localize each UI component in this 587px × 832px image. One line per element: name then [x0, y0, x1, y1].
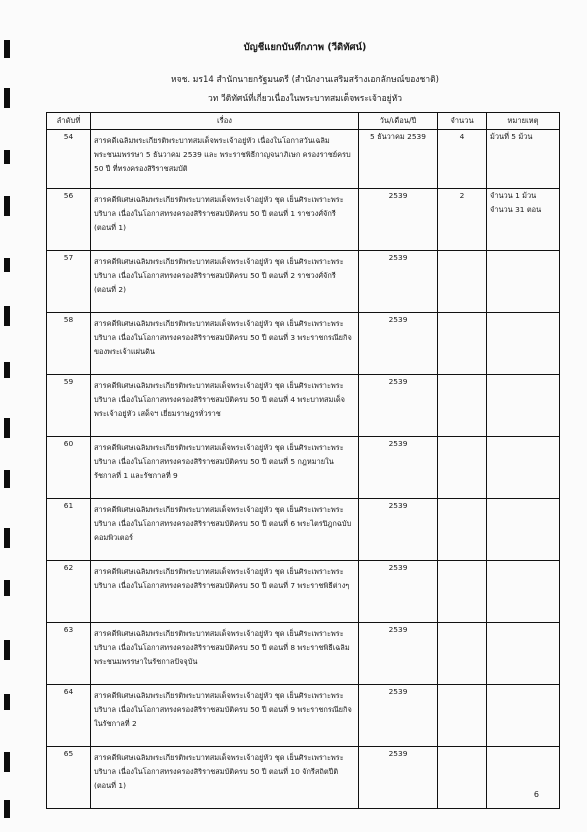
row-no: 65: [47, 747, 91, 809]
row-no: 63: [47, 623, 91, 685]
row-date: 2539: [359, 747, 438, 809]
row-subject: [91, 189, 359, 251]
row-qty: [438, 685, 487, 747]
row-qty: [438, 313, 487, 375]
binder-mark: [4, 528, 10, 548]
table-row: [47, 623, 560, 685]
binder-mark: [4, 306, 10, 326]
row-subject: [91, 130, 359, 189]
row-date: 2539: [359, 251, 438, 313]
row-subject-text: สารคดีพิเศษเฉลิมพระเกียรติพระบาทสมเด็จพระเจ้าอยู่หัว ชุด เย็นศิระเพราะพระบริบาล เนื่องในโอกาสทรงครองสิริราชสมบัติครบ 50 ปี ตอนที่ 9 พระราชกรณียกิจในรัชกาลที่ 2: [94, 691, 352, 729]
header-note: หมายเหตุ: [487, 113, 560, 130]
binder-mark: [4, 640, 10, 660]
row-subject: [91, 499, 359, 561]
table-row: [47, 437, 560, 499]
binder-mark: [4, 362, 10, 378]
row-subject: [91, 685, 359, 747]
row-subject-text: สารคดีเฉลิมพระเกียรติพระบาทสมเด็จพระเจ้าอยู่หัว เนื่องในโอกาสวันเฉลิมพระชนมพรรษา 5 ธันวาคม 2539 และ พระราชพิธีกาญจนาภิเษก ครองราชย์ครบ 50 ปี ที่ทรงครองสิริราชสมบัติ: [94, 136, 351, 174]
document-series: วท วีดิทัศน์ที่เกี่ยวเนื่องในพระบาทสมเด็จพระเจ้าอยู่หัว: [207, 94, 403, 104]
row-no: 56: [47, 189, 91, 251]
header-date: วัน/เดือน/ปี: [359, 113, 438, 130]
binder-mark: [4, 418, 10, 438]
row-subject-text: สารคดีพิเศษเฉลิมพระเกียรติพระบาทสมเด็จพระเจ้าอยู่หัว ชุด เย็นศิระเพราะพระบริบาล เนื่องในโอกาสทรงครองสิริราชสมบัติครบ 50 ปี ตอนที่ 8 พระราชพิธีเฉลิมพระชนมพรรษาในรัชกาลปัจจุบัน: [94, 629, 350, 667]
binder-mark: [4, 258, 10, 272]
row-subject-text: สารคดีพิเศษเฉลิมพระเกียรติพระบาทสมเด็จพระเจ้าอยู่หัว ชุด เย็นศิระเพราะพระบริบาล เนื่องในโอกาสทรงครองสิริราชสมบัติครบ 50 ปี ตอนที่ 3 พระราชกรณียกิจของพระเจ้าแผ่นดิน: [94, 319, 352, 357]
row-subject-text: สารคดีพิเศษเฉลิมพระเกียรติพระบาทสมเด็จพระเจ้าอยู่หัว ชุด เย็นศิระเพราะพระบริบาล เนื่องในโอกาสทรงครองสิริราชสมบัติครบ 50 ปี ตอนที่ 2 ราชวงศ์จักรี (ตอนที่ 2): [94, 257, 344, 295]
row-note: [487, 251, 560, 313]
row-subject-text: สารคดีพิเศษเฉลิมพระเกียรติพระบาทสมเด็จพระเจ้าอยู่หัว ชุด เย็นศิระเพราะพระบริบาล เนื่องในโอกาสทรงครองสิริราชสมบัติครบ 50 ปี ตอนที่ 4 พระบาทสมเด็จพระเจ้าอยู่หัว เสด็จฯ เยี่ยมราษฎรทั่วราช: [94, 381, 345, 419]
table-row: [47, 130, 560, 189]
row-no: 61: [47, 499, 91, 561]
row-subject: [91, 747, 359, 809]
row-no: 64: [47, 685, 91, 747]
binder-mark: [4, 694, 10, 710]
row-no: 57: [47, 251, 91, 313]
header-subject: เรื่อง: [91, 113, 359, 130]
header-qty: จำนวน: [438, 113, 487, 130]
table-row: [47, 685, 560, 747]
row-subject-text: สารคดีพิเศษเฉลิมพระเกียรติพระบาทสมเด็จพระเจ้าอยู่หัว ชุด เย็นศิระเพราะพระบริบาล เนื่องในโอกาสทรงครองสิริราชสมบัติครบ 50 ปี ตอนที่ 7 พระราชพิธีต่างๆ: [94, 567, 350, 591]
row-note: [487, 313, 560, 375]
inventory-table: [46, 112, 560, 809]
document-subtitle: หจช. มร14 สำนักนายกรัฐมนตรี (สำนักงานเสริมสร้างเอกลักษณ์ของชาติ): [171, 75, 439, 85]
binder-mark: [4, 470, 10, 488]
table-row: [47, 189, 560, 251]
row-qty: [438, 623, 487, 685]
row-date: 2539: [359, 375, 438, 437]
row-date: 2539: [359, 623, 438, 685]
table-row: [47, 375, 560, 437]
row-note: [487, 561, 560, 623]
row-qty: 2: [438, 189, 487, 251]
table-header-row: [47, 113, 560, 130]
row-note: ม้วนที่ 5 ม้วน: [487, 130, 560, 189]
row-no: 54: [47, 130, 91, 189]
row-subject-text: สารคดีพิเศษเฉลิมพระเกียรติพระบาทสมเด็จพระเจ้าอยู่หัว ชุด เย็นศิระเพราะพระบริบาล เนื่องในโอกาสทรงครองสิริราชสมบัติครบ 50 ปี ตอนที่ 5 กฎหมายในรัชกาลที่ 1 และรัชกาลที่ 9: [94, 443, 344, 481]
row-date: 2539: [359, 561, 438, 623]
page-number: 6: [533, 790, 539, 799]
row-qty: [438, 499, 487, 561]
table-row: [47, 747, 560, 809]
row-no: 58: [47, 313, 91, 375]
row-date: 2539: [359, 499, 438, 561]
row-qty: [438, 375, 487, 437]
row-subject: [91, 251, 359, 313]
row-qty: [438, 561, 487, 623]
binder-mark: [4, 88, 10, 108]
row-subject: [91, 437, 359, 499]
table-row: [47, 251, 560, 313]
row-note: [487, 685, 560, 747]
binder-mark: [4, 580, 10, 596]
row-qty: [438, 747, 487, 809]
table-row: [47, 499, 560, 561]
row-no: 59: [47, 375, 91, 437]
row-date: 2539: [359, 189, 438, 251]
table-row: [47, 561, 560, 623]
row-note: [487, 623, 560, 685]
row-note: [487, 747, 560, 809]
row-qty: [438, 437, 487, 499]
row-qty: 4: [438, 130, 487, 189]
row-subject-text: สารคดีพิเศษเฉลิมพระเกียรติพระบาทสมเด็จพระเจ้าอยู่หัว ชุด เย็นศิระเพราะพระบริบาล เนื่องในโอกาสทรงครองสิริราชสมบัติครบ 50 ปี ตอนที่ 1 ราชวงศ์จักรี (ตอนที่ 1): [94, 195, 344, 233]
row-subject: [91, 561, 359, 623]
row-date: 2539: [359, 313, 438, 375]
row-date: 2539: [359, 437, 438, 499]
row-no: 60: [47, 437, 91, 499]
row-qty: [438, 251, 487, 313]
binder-mark: [4, 800, 10, 818]
binder-mark: [4, 150, 10, 164]
row-subject: [91, 313, 359, 375]
table-row: [47, 313, 560, 375]
row-subject-text: สารคดีพิเศษเฉลิมพระเกียรติพระบาทสมเด็จพระเจ้าอยู่หัว ชุด เย็นศิระเพราะพระบริบาล เนื่องในโอกาสทรงครองสิริราชสมบัติครบ 50 ปี ตอนที่ 6 พระไตรปิฎกฉบับคอมพิวเตอร์: [94, 505, 352, 543]
binder-mark: [4, 752, 10, 772]
header-no: ลำดับที่: [47, 113, 91, 130]
row-date: 5 ธันวาคม 2539: [359, 130, 438, 189]
document-title: บัญชีแยกบันทึกภาพ (วีดิทัศน์): [243, 42, 367, 53]
row-subject: [91, 623, 359, 685]
row-note: [487, 499, 560, 561]
row-date: 2539: [359, 685, 438, 747]
row-subject-text: สารคดีพิเศษเฉลิมพระเกียรติพระบาทสมเด็จพระเจ้าอยู่หัว ชุด เย็นศิระเพราะพระบริบาล เนื่องในโอกาสทรงครองสิริราชสมบัติครบ 50 ปี ตอนที่ 10 จักรีสถิตปีติ (ตอนที่ 1): [94, 753, 344, 791]
binder-mark: [4, 196, 10, 216]
binder-mark: [4, 40, 10, 58]
row-subject: [91, 375, 359, 437]
row-note: [487, 375, 560, 437]
row-no: 62: [47, 561, 91, 623]
row-note: จำนวน 1 ม้วน จำนวน 31 ตอน: [487, 189, 560, 251]
row-note: [487, 437, 560, 499]
